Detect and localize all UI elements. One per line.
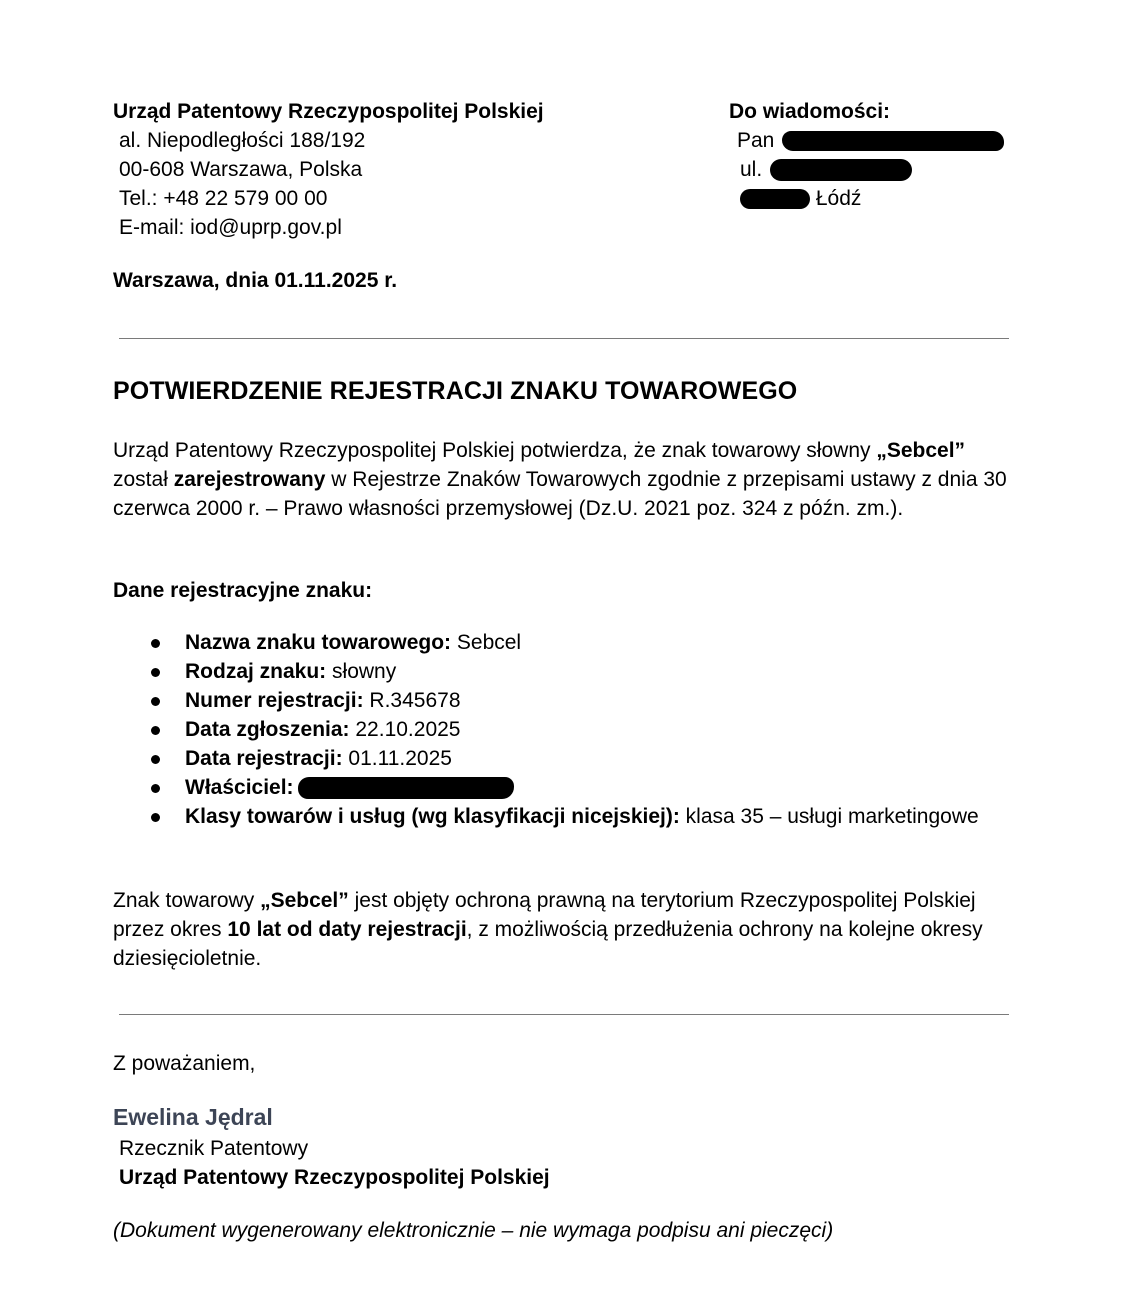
document-title: POTWIERDZENIE REJESTRACJI ZNAKU TOWAROWEGO bbox=[113, 377, 798, 405]
sender-address bbox=[113, 97, 544, 242]
protection-period: 10 lat od daty rejestracji bbox=[227, 918, 467, 941]
sender-email: E-mail: iod@uprp.gov.pl bbox=[119, 216, 342, 239]
detail-value: klasa 35 – usługi marketingowe bbox=[679, 805, 979, 828]
closing-salutation: Z poważaniem, bbox=[113, 1052, 256, 1075]
registered-status: zarejestrowany bbox=[173, 468, 326, 491]
detail-value: 22.10.2025 bbox=[349, 718, 461, 741]
intro-text: w Rejestrze Znaków Towarowych zgodnie z przepisami ustawy z dnia 30 czerwca 2000 r. – Prawo własności przemysłowej (Dz.U. 2021 poz. 324 z późn. zm.). bbox=[113, 468, 1007, 520]
recipient-salutation: Pan bbox=[737, 129, 775, 152]
recipient-address bbox=[729, 97, 1004, 213]
trademark-name: „Sebcel” bbox=[876, 439, 966, 462]
list-item bbox=[113, 715, 1013, 744]
footer-note: (Dokument wygenerowany elektronicznie – nie wymaga podpisu ani pieczęci) bbox=[113, 1219, 834, 1242]
recipient-city-line bbox=[729, 184, 1004, 213]
intro-paragraph bbox=[113, 436, 1013, 523]
detail-label: Numer rejestracji: bbox=[185, 689, 364, 712]
sender-phone: Tel.: +48 22 579 00 00 bbox=[119, 187, 328, 210]
sender-street: al. Niepodległości 188/192 bbox=[119, 129, 366, 152]
recipient-city: Łódź bbox=[815, 187, 862, 210]
recipient-name-line bbox=[729, 126, 1004, 155]
redaction-mark bbox=[782, 131, 1004, 151]
detail-label: Rodzaj znaku: bbox=[185, 660, 327, 683]
detail-label: Klasy towarów i usług (wg klasyfikacji nicejskiej): bbox=[185, 805, 680, 828]
detail-value: Sebcel bbox=[451, 631, 522, 654]
detail-value: R.345678 bbox=[363, 689, 461, 712]
sender-name: Urząd Patentowy Rzeczypospolitej Polskiej bbox=[113, 100, 544, 123]
list-item bbox=[113, 744, 1013, 773]
signatory-name: Ewelina Jędral bbox=[113, 1104, 273, 1130]
protection-paragraph bbox=[113, 886, 1013, 973]
list-item bbox=[113, 657, 1013, 686]
intro-text: został bbox=[113, 468, 174, 491]
registration-details-list bbox=[113, 628, 1013, 831]
list-item bbox=[113, 628, 1013, 657]
trademark-name: „Sebcel” bbox=[260, 889, 349, 912]
list-item bbox=[113, 773, 1013, 802]
detail-label: Data zgłoszenia: bbox=[185, 718, 350, 741]
recipient-street-prefix: ul. bbox=[740, 158, 763, 181]
recipient-street-line bbox=[729, 155, 1004, 184]
redaction-mark bbox=[298, 777, 514, 799]
protection-text: jest objęty ochroną prawną na terytorium Rzeczypospolitej Polskiej przez okres bbox=[113, 889, 976, 941]
divider bbox=[119, 338, 1009, 339]
redaction-mark bbox=[770, 159, 912, 181]
list-item bbox=[113, 802, 1013, 831]
protection-text: , z możliwością przedłużenia ochrony na kolejne okresy dziesięcioletnie. bbox=[113, 918, 983, 970]
detail-label: Data rejestracji: bbox=[185, 747, 343, 770]
redaction-mark bbox=[740, 189, 810, 209]
signatory-role: Rzecznik Patentowy bbox=[119, 1137, 309, 1160]
divider bbox=[119, 1014, 1009, 1015]
detail-label: Nazwa znaku towarowego: bbox=[185, 631, 452, 654]
list-item bbox=[113, 686, 1013, 715]
protection-text: Znak towarowy bbox=[113, 889, 261, 912]
detail-value: 01.11.2025 bbox=[342, 747, 452, 770]
sender-city: 00-608 Warszawa, Polska bbox=[119, 158, 363, 181]
intro-text: Urząd Patentowy Rzeczypospolitej Polskiej potwierdza, że znak towarowy słowny bbox=[113, 439, 877, 462]
detail-label: Właściciel: bbox=[185, 776, 294, 799]
details-heading: Dane rejestracyjne znaku: bbox=[113, 579, 373, 602]
signatory-organization: Urząd Patentowy Rzeczypospolitej Polskiej bbox=[119, 1166, 550, 1189]
document-date: Warszawa, dnia 01.11.2025 r. bbox=[113, 269, 398, 292]
recipient-heading: Do wiadomości: bbox=[729, 100, 891, 123]
detail-value: słowny bbox=[326, 660, 397, 683]
